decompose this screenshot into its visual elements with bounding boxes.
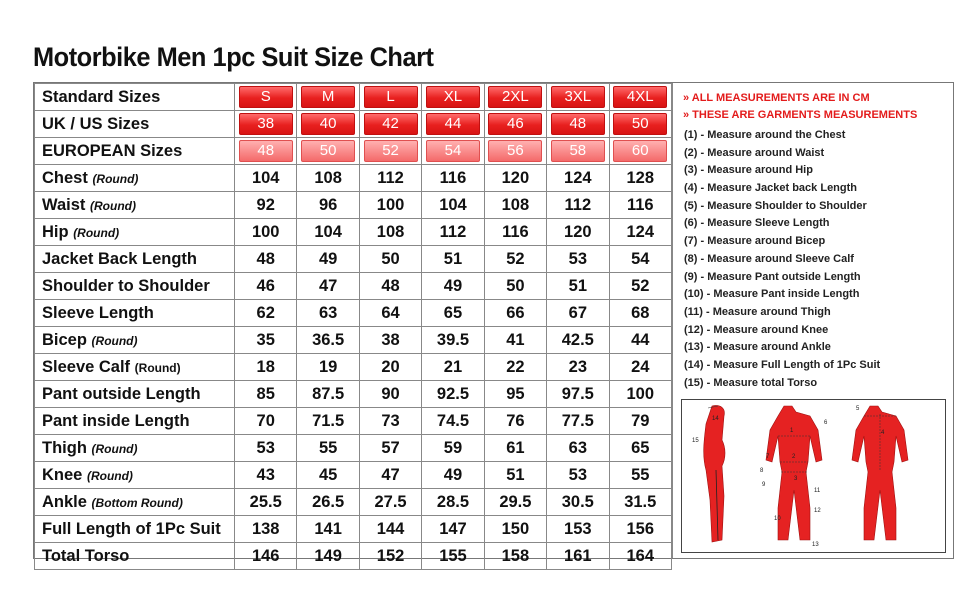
value-cell: 156 <box>609 516 671 543</box>
diagram-label: 1 <box>790 428 794 434</box>
size-badge: XL <box>426 86 480 108</box>
row-label-text: Thigh <box>42 438 87 457</box>
row-label-text: Jacket Back Length <box>42 249 197 268</box>
row-label: Standard Sizes <box>35 84 235 111</box>
size-cell <box>609 138 671 165</box>
value-cell: 46 <box>235 273 297 300</box>
row-label-text: Ankle <box>42 492 87 511</box>
row-label-text: Chest <box>42 168 88 187</box>
value-cell: 20 <box>359 354 421 381</box>
value-cell: 68 <box>609 300 671 327</box>
measurement-row <box>35 219 672 246</box>
measurement-item: (4) - Measure Jacket back Length <box>684 182 858 195</box>
measurement-row <box>35 489 672 516</box>
value-cell: 41 <box>484 327 546 354</box>
value-cell: 74.5 <box>422 408 484 435</box>
row-label-text: Full Length of 1Pc Suit <box>42 519 221 538</box>
diagram-label: 9 <box>762 482 766 488</box>
size-cell <box>235 138 297 165</box>
value-cell: 51 <box>422 246 484 273</box>
page-title: Motorbike Men 1pc Suit Size Chart <box>33 42 434 72</box>
size-table <box>34 83 672 570</box>
diagram-label: 15 <box>692 438 699 444</box>
value-cell: 138 <box>235 516 297 543</box>
value-cell: 112 <box>422 219 484 246</box>
value-cell: 55 <box>297 435 359 462</box>
value-cell: 51 <box>547 273 609 300</box>
row-label <box>35 327 235 354</box>
value-cell: 149 <box>297 543 359 570</box>
size-badge: 44 <box>426 113 480 135</box>
row-label-text: Waist <box>42 195 86 214</box>
value-cell: 141 <box>297 516 359 543</box>
value-cell: 155 <box>422 543 484 570</box>
row-label <box>35 192 235 219</box>
value-cell: 158 <box>484 543 546 570</box>
value-cell: 104 <box>235 165 297 192</box>
value-cell: 153 <box>547 516 609 543</box>
diagram-label: 14 <box>712 416 719 422</box>
measurement-item: (7) - Measure around Bicep <box>684 235 826 248</box>
measurement-list <box>684 127 880 392</box>
row-label <box>35 462 235 489</box>
row-label-text: Total Torso <box>42 546 130 565</box>
value-cell: 116 <box>422 165 484 192</box>
value-cell: 124 <box>547 165 609 192</box>
diagram-label: 10 <box>774 516 781 522</box>
row-label: UK / US Sizes <box>35 111 235 138</box>
value-cell: 48 <box>359 273 421 300</box>
value-cell: 150 <box>484 516 546 543</box>
value-cell: 73 <box>359 408 421 435</box>
size-cell <box>547 84 609 111</box>
value-cell: 76 <box>484 408 546 435</box>
row-label <box>35 489 235 516</box>
row-label-note: (Round) <box>73 225 120 240</box>
measurement-item: (14) - Measure Full Length of 1Pc Suit <box>684 358 881 371</box>
units-note: » ALL MEASUREMENTS ARE IN CM <box>683 92 870 104</box>
row-label-note: (Round) <box>91 441 138 456</box>
value-cell: 112 <box>359 165 421 192</box>
value-cell: 52 <box>484 246 546 273</box>
row-label <box>35 354 235 381</box>
row-label <box>35 408 235 435</box>
measurement-row <box>35 165 672 192</box>
size-badge: 50 <box>301 140 355 162</box>
value-cell: 66 <box>484 300 546 327</box>
value-cell: 55 <box>609 462 671 489</box>
value-cell: 116 <box>609 192 671 219</box>
row-label <box>35 219 235 246</box>
size-badge: 54 <box>426 140 480 162</box>
value-cell: 92 <box>235 192 297 219</box>
row-label <box>35 435 235 462</box>
value-cell: 45 <box>297 462 359 489</box>
measurement-guide <box>672 83 953 558</box>
row-label-note: (Round) <box>91 333 138 348</box>
value-cell: 100 <box>359 192 421 219</box>
value-cell: 77.5 <box>547 408 609 435</box>
value-cell: 152 <box>359 543 421 570</box>
size-badge: 60 <box>613 140 667 162</box>
size-cell <box>422 111 484 138</box>
value-cell: 161 <box>547 543 609 570</box>
size-badge: 4XL <box>613 86 667 108</box>
size-badge: 42 <box>364 113 418 135</box>
diagram-label: 5 <box>856 406 860 412</box>
value-cell: 64 <box>359 300 421 327</box>
value-cell: 54 <box>609 246 671 273</box>
row-label-text: Sleeve Length <box>42 303 154 322</box>
size-badge: L <box>364 86 418 108</box>
row-label-note: (Bottom Round) <box>91 495 183 510</box>
row-label <box>35 543 235 570</box>
diagram-label: 13 <box>812 542 819 548</box>
value-cell: 53 <box>235 435 297 462</box>
value-cell: 43 <box>235 462 297 489</box>
value-cell: 97.5 <box>547 381 609 408</box>
value-cell: 52 <box>609 273 671 300</box>
value-cell: 57 <box>359 435 421 462</box>
value-cell: 100 <box>235 219 297 246</box>
value-cell: 28.5 <box>422 489 484 516</box>
value-cell: 53 <box>547 246 609 273</box>
measurement-row <box>35 354 672 381</box>
value-cell: 47 <box>359 462 421 489</box>
measurement-item: (15) - Measure total Torso <box>684 376 818 389</box>
value-cell: 65 <box>609 435 671 462</box>
row-label-text: Hip <box>42 222 69 241</box>
size-badge: 58 <box>551 140 605 162</box>
value-cell: 90 <box>359 381 421 408</box>
measurement-row <box>35 273 672 300</box>
row-label-text: Bicep <box>42 330 87 349</box>
measurement-row <box>35 516 672 543</box>
size-badge: 38 <box>239 113 293 135</box>
suit-side-view <box>704 405 725 542</box>
measurement-row <box>35 435 672 462</box>
size-cell <box>484 111 546 138</box>
value-cell: 30.5 <box>547 489 609 516</box>
row-label <box>35 381 235 408</box>
value-cell: 65 <box>422 300 484 327</box>
measurement-row <box>35 327 672 354</box>
row-label <box>35 273 235 300</box>
value-cell: 164 <box>609 543 671 570</box>
value-cell: 63 <box>547 435 609 462</box>
diagram-label: 6 <box>824 420 828 426</box>
size-badge: M <box>301 86 355 108</box>
row-label-note: (Round) <box>86 468 133 483</box>
value-cell: 19 <box>297 354 359 381</box>
diagram-label: 8 <box>760 468 764 474</box>
row-label <box>35 300 235 327</box>
value-cell: 36.5 <box>297 327 359 354</box>
size-cell <box>359 84 421 111</box>
value-cell: 70 <box>235 408 297 435</box>
row-label-text: Sleeve Calf <box>42 357 131 376</box>
value-cell: 31.5 <box>609 489 671 516</box>
value-cell: 144 <box>359 516 421 543</box>
value-cell: 108 <box>484 192 546 219</box>
value-cell: 104 <box>297 219 359 246</box>
row-label-text: Pant outside Length <box>42 384 201 403</box>
measurement-row <box>35 381 672 408</box>
size-cell <box>422 84 484 111</box>
value-cell: 22 <box>484 354 546 381</box>
value-cell: 62 <box>235 300 297 327</box>
value-cell: 79 <box>609 408 671 435</box>
measurement-row <box>35 192 672 219</box>
value-cell: 44 <box>609 327 671 354</box>
size-badge: S <box>239 86 293 108</box>
value-cell: 21 <box>422 354 484 381</box>
diagram-label: 11 <box>814 488 821 494</box>
value-cell: 100 <box>609 381 671 408</box>
size-cell <box>609 111 671 138</box>
suit-diagram <box>681 399 946 553</box>
value-cell: 25.5 <box>235 489 297 516</box>
measurement-item: (9) - Measure Pant outside Length <box>684 270 861 283</box>
size-cell <box>609 84 671 111</box>
diagram-label: 4 <box>881 430 885 436</box>
measurement-item: (2) - Measure around Waist <box>684 146 825 159</box>
value-cell: 104 <box>422 192 484 219</box>
value-cell: 50 <box>359 246 421 273</box>
measurement-row <box>35 408 672 435</box>
suit-back-view <box>852 406 908 540</box>
row-label-text: Pant inside Length <box>42 411 190 430</box>
measurement-item: (13) - Measure around Ankle <box>684 341 831 354</box>
size-cell <box>484 138 546 165</box>
row-label-text: Knee <box>42 465 83 484</box>
row-label: EUROPEAN Sizes <box>35 138 235 165</box>
value-cell: 48 <box>235 246 297 273</box>
size-badge: 40 <box>301 113 355 135</box>
size-cell <box>297 111 359 138</box>
size-badge: 56 <box>488 140 542 162</box>
value-cell: 47 <box>297 273 359 300</box>
value-cell: 96 <box>297 192 359 219</box>
diagram-label: 7 <box>766 454 770 460</box>
size-badge: 48 <box>551 113 605 135</box>
value-cell: 71.5 <box>297 408 359 435</box>
value-cell: 128 <box>609 165 671 192</box>
measurement-item: (6) - Measure Sleeve Length <box>684 217 830 230</box>
value-cell: 92.5 <box>422 381 484 408</box>
size-header-row <box>35 138 672 165</box>
size-header-row <box>35 84 672 111</box>
value-cell: 112 <box>547 192 609 219</box>
value-cell: 35 <box>235 327 297 354</box>
row-label-note: (Round) <box>90 198 136 213</box>
measurement-item: (3) - Measure around Hip <box>684 164 813 177</box>
value-cell: 147 <box>422 516 484 543</box>
value-cell: 146 <box>235 543 297 570</box>
size-cell <box>359 138 421 165</box>
value-cell: 49 <box>422 273 484 300</box>
row-label-note: (Round) <box>92 171 139 186</box>
row-label <box>35 516 235 543</box>
value-cell: 23 <box>547 354 609 381</box>
row-label <box>35 165 235 192</box>
size-badge: 52 <box>364 140 418 162</box>
value-cell: 61 <box>484 435 546 462</box>
value-cell: 18 <box>235 354 297 381</box>
measurement-item: (5) - Measure Shoulder to Shoulder <box>684 199 867 212</box>
measurement-row <box>35 543 672 570</box>
diagram-label: 12 <box>814 508 821 514</box>
size-badge: 48 <box>239 140 293 162</box>
measurement-item: (8) - Measure around Sleeve Calf <box>684 252 854 265</box>
value-cell: 29.5 <box>484 489 546 516</box>
row-label <box>35 246 235 273</box>
size-cell <box>297 84 359 111</box>
size-cell <box>484 84 546 111</box>
size-cell <box>297 138 359 165</box>
row-label-text: Shoulder to Shoulder <box>42 276 210 295</box>
size-cell <box>359 111 421 138</box>
value-cell: 95 <box>484 381 546 408</box>
value-cell: 24 <box>609 354 671 381</box>
value-cell: 116 <box>484 219 546 246</box>
size-chart <box>33 82 954 565</box>
size-header-row <box>35 111 672 138</box>
value-cell: 120 <box>547 219 609 246</box>
size-cell <box>235 84 297 111</box>
value-cell: 50 <box>484 273 546 300</box>
value-cell: 49 <box>297 246 359 273</box>
value-cell: 42.5 <box>547 327 609 354</box>
value-cell: 124 <box>609 219 671 246</box>
value-cell: 38 <box>359 327 421 354</box>
measurement-row <box>35 300 672 327</box>
garment-note: » THESE ARE GARMENTS MEASUREMENTS <box>683 109 918 121</box>
value-cell: 59 <box>422 435 484 462</box>
size-cell <box>422 138 484 165</box>
value-cell: 85 <box>235 381 297 408</box>
size-cell <box>235 111 297 138</box>
measurement-item: (11) - Measure around Thigh <box>684 305 831 318</box>
value-cell: 27.5 <box>359 489 421 516</box>
value-cell: 53 <box>547 462 609 489</box>
size-badge: 3XL <box>551 86 605 108</box>
measurement-row <box>35 246 672 273</box>
value-cell: 67 <box>547 300 609 327</box>
value-cell: 26.5 <box>297 489 359 516</box>
suit-diagram-drawing <box>682 400 945 552</box>
measurement-item: (12) - Measure around Knee <box>684 323 829 336</box>
size-cell <box>547 138 609 165</box>
value-cell: 87.5 <box>297 381 359 408</box>
diagram-label: 3 <box>794 476 798 482</box>
size-badge: 2XL <box>488 86 542 108</box>
value-cell: 120 <box>484 165 546 192</box>
size-cell <box>547 111 609 138</box>
value-cell: 108 <box>297 165 359 192</box>
size-badge: 50 <box>613 113 667 135</box>
size-badge: 46 <box>488 113 542 135</box>
measurement-item: (1) - Measure around the Chest <box>684 129 846 141</box>
measurement-row <box>35 462 672 489</box>
value-cell: 51 <box>484 462 546 489</box>
row-label-note: (Round) <box>134 360 181 375</box>
measurement-item: (10) - Measure Pant inside Length <box>684 288 860 301</box>
value-cell: 108 <box>359 219 421 246</box>
value-cell: 49 <box>422 462 484 489</box>
value-cell: 39.5 <box>422 327 484 354</box>
diagram-label: 2 <box>792 454 796 460</box>
value-cell: 63 <box>297 300 359 327</box>
